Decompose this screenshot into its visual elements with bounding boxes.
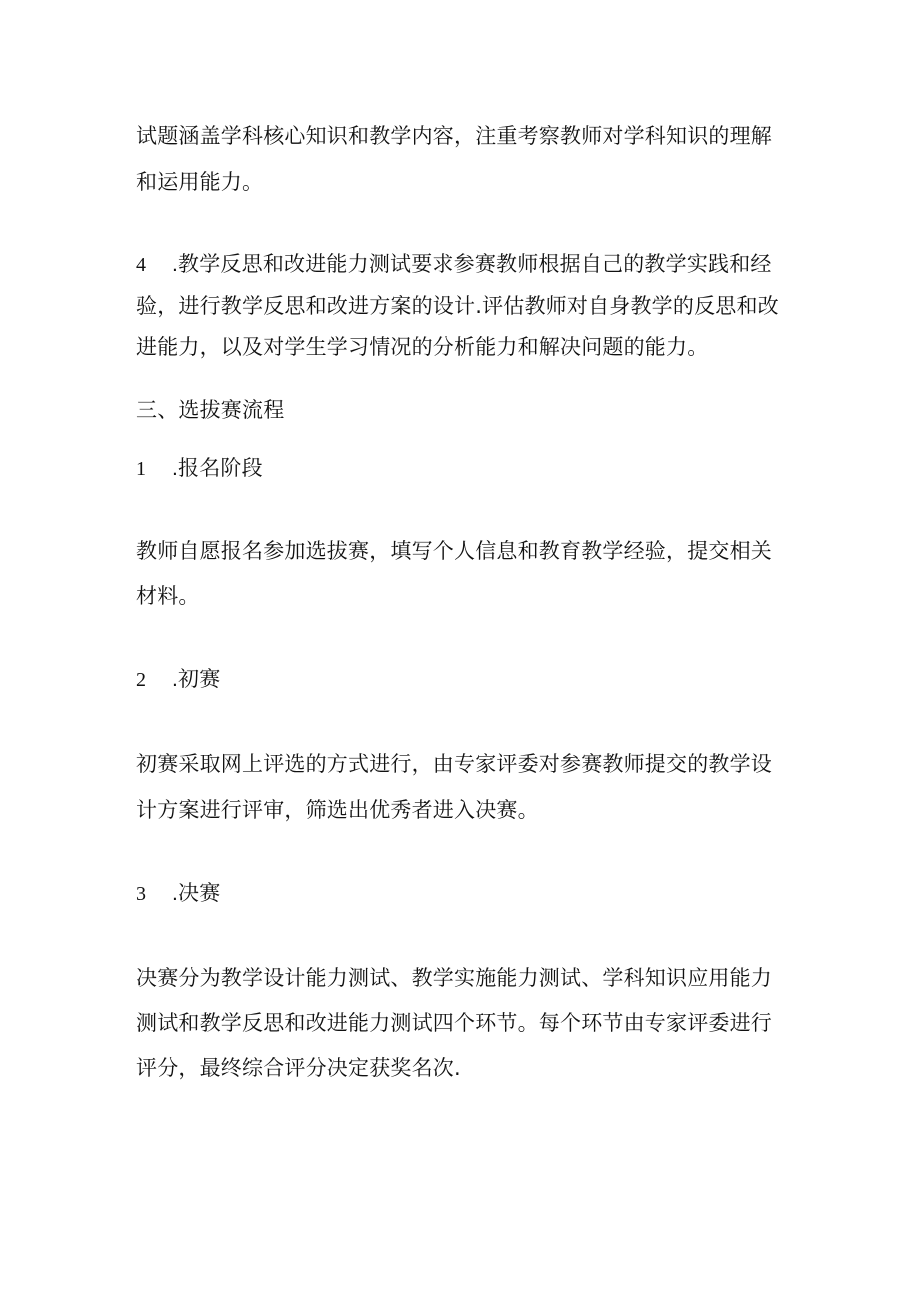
item-4-line-1 [136, 250, 772, 279]
step-2-title: 初赛 [178, 667, 221, 691]
item-4-dot: . [171, 253, 179, 276]
step-1-heading [136, 454, 263, 483]
item-4-number: 4 [136, 254, 147, 276]
step-3-heading [136, 879, 220, 908]
step-1-title: 报名阶段 [178, 456, 263, 480]
step-3-title: 决赛 [178, 881, 221, 905]
step-2-number: 2 [136, 669, 147, 691]
item-4-line-2: 验，进行教学反思和改进方案的设计.评估教师对自身教学的反思和改 [136, 294, 779, 318]
step-2-body-line-1: 初赛采取网上评选的方式进行，由专家评委对参赛教师提交的教学设 [136, 752, 772, 776]
step-3-body-line-2: 测试和教学反思和改进能力测试四个环节。每个环节由专家评委进行 [136, 1011, 772, 1035]
step-1-body-line-1: 教师自愿报名参加选拔赛，填写个人信息和教育教学经验，提交相关 [136, 539, 772, 563]
step-3-number: 3 [136, 883, 147, 905]
item-4-text: 教学反思和改进能力测试要求参赛教师根据自己的教学实践和经 [178, 252, 772, 276]
paragraph-1-line-2: 和运用能力。 [136, 170, 264, 194]
step-1-dot: . [171, 457, 179, 480]
paragraph-1-line-1: 试题涵盖学科核心知识和教学内容，注重考察教师对学科知识的理解 [136, 124, 772, 148]
step-2-heading [136, 665, 220, 694]
item-4-line-3: 进能力，以及对学生学习情况的分析能力和解决问题的能力。 [136, 335, 709, 359]
step-2-body-line-2: 计方案进行评审，筛选出优秀者进入决赛。 [136, 798, 539, 822]
step-2-dot: . [171, 668, 179, 691]
step-3-body-line-1: 决赛分为教学设计能力测试、教学实施能力测试、学科知识应用能力 [136, 966, 772, 990]
section-3-heading: 三、选拔赛流程 [136, 398, 285, 422]
step-3-body-line-3: 评分，最终综合评分决定获奖名次. [136, 1056, 461, 1080]
step-1-body-line-2: 材料。 [136, 584, 200, 608]
step-1-number: 1 [136, 458, 147, 480]
step-3-dot: . [171, 882, 179, 905]
